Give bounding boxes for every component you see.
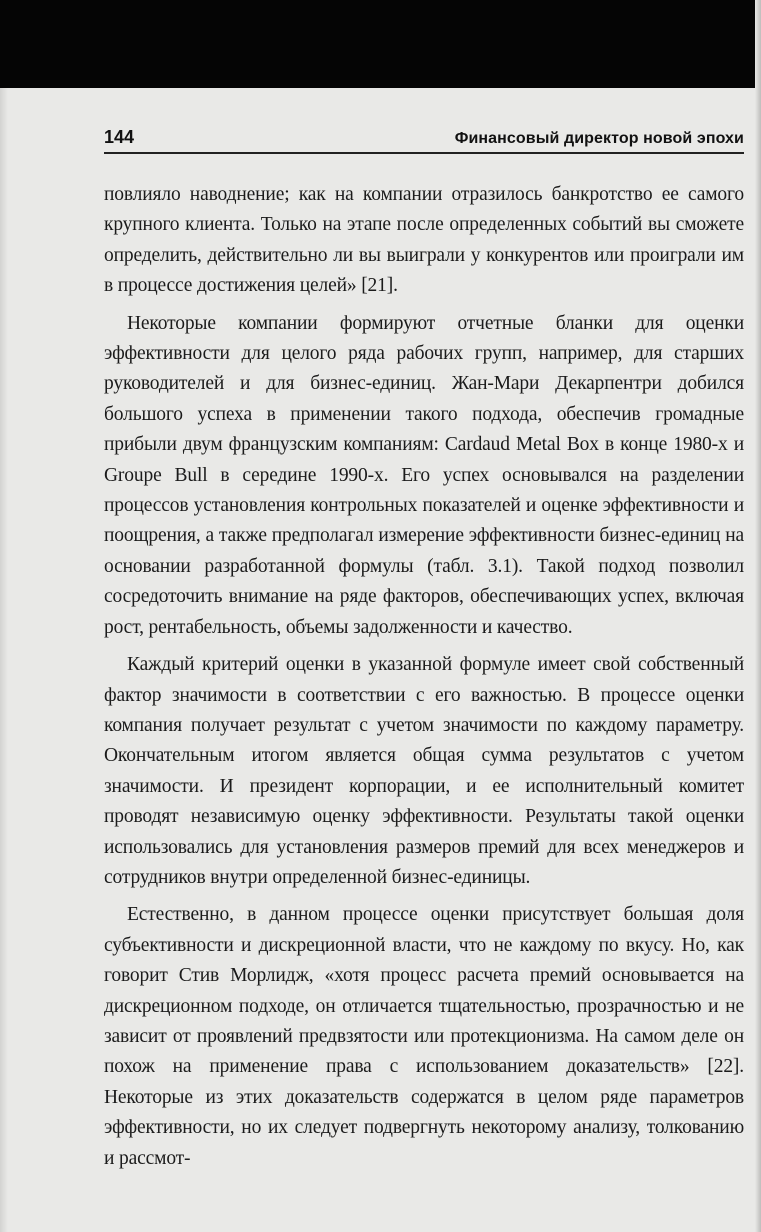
running-header — [104, 124, 744, 154]
paragraph-continued: повлияло наводнение; как на компании отразилось банкротство ее самого крупного клиента. Только на этапе после определенных событий вы сможете определить, действительно ли вы выиграли у конкурентов или проиграли им в процессе достижения целей» [21]. — [104, 184, 744, 297]
body-text — [104, 180, 744, 1181]
scan-right-edge — [755, 0, 761, 1232]
page-number: 144 — [104, 127, 135, 147]
paragraph: Некоторые компании формируют отчетные бланки для оценки эффективности для целого ряда рабочих групп, например, для старших руководителей и для бизнес-единиц. Жан-Мари Декарпентри добился большого успеха в применении такого подхода, обеспечив громадные прибыли двум французским компаниям: Cardaud Metal Box в конце 1980-х и Groupe Bull в середине 1990-х. Его успех основывался на разделении процессов установления контрольных показателей и оценке эффективности и поощрения, а также предполагал измерение эффективности бизнес-единиц на основании разработанной формулы (табл. 3.1). Такой подход позволил сосредоточить внимание на ряде факторов, обеспечивающих успех, включая рост, рентабельность, объемы задолженности и качество. — [104, 312, 744, 638]
paragraph: Каждый критерий оценки в указанной формуле имеет свой собственный фактор значимости в соответствии с его важностью. В процессе оценки компания получает результат с учетом значимости по каждому параметру. Окончательным итогом является общая сумма результатов с учетом значимости. И президент корпорации, и ее исполнительный комитет проводят независимую оценку эффективности. Результаты такой оценки использовались для установления размеров премий для всех менеджеров и сотрудников внутри определенной бизнес-единицы. — [104, 654, 744, 888]
paragraph: Естественно, в данном процессе оценки присутствует большая доля субъективности и дискреционной власти, что не каждому по вкусу. Но, как говорит Стив Морлидж, «хотя процесс расчета премий основывается на дискреционном подходе, он отличается тщательностью, прозрачностью и не зависит от проявлений предвзятости или протекционизма. На самом деле он похож на применение права с использованием доказательств» [22]. Некоторые из этих доказательств содержатся в целом ряде параметров эффективности, но их следует подвергнуть некоторому анализу, толкованию и рассмот- — [104, 904, 744, 1169]
running-title: Финансовый директор новой эпохи — [454, 130, 744, 147]
